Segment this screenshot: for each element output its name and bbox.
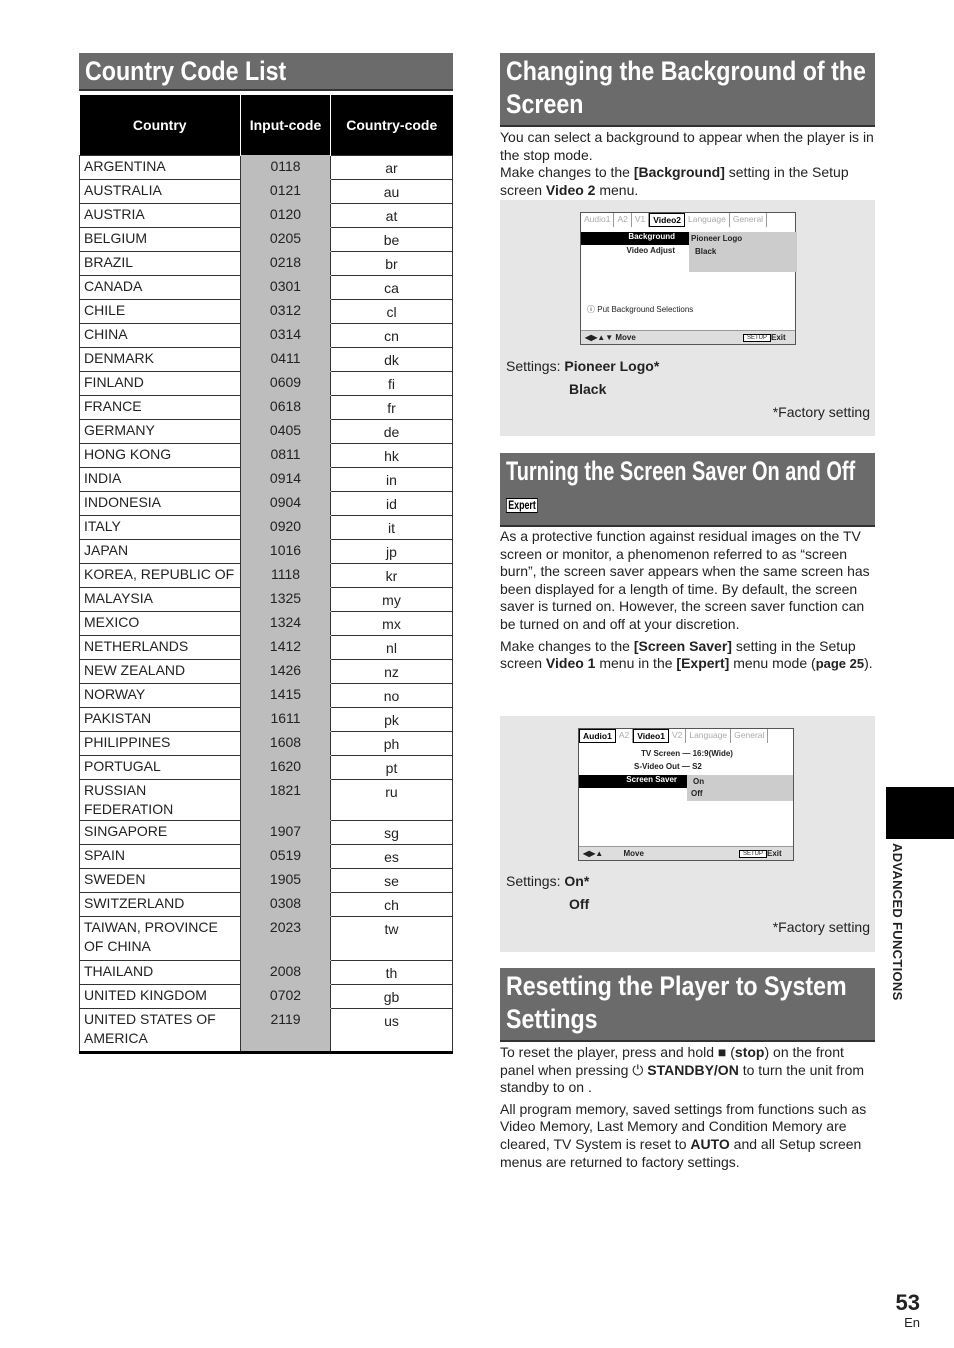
country-code-table (79, 95, 453, 1054)
osd-option-on: On (693, 777, 705, 786)
country-code-cell: es (331, 844, 453, 868)
input-code-cell: 0405 (241, 419, 331, 443)
country-cell: SPAIN (80, 844, 241, 868)
input-code-cell: 0519 (241, 844, 331, 868)
country-code-cell: ph (331, 731, 453, 755)
arrows-icon: ◀▶▲ (583, 849, 604, 858)
country-code-cell: ar (331, 155, 453, 179)
osd-move: ◀▶▲▼ Move (585, 333, 636, 342)
country-cell: PAKISTAN (80, 707, 241, 731)
country-code-cell: my (331, 587, 453, 611)
country-code-cell: be (331, 227, 453, 251)
screensaver-osd (578, 728, 794, 861)
country-code-cell: au (331, 179, 453, 203)
table-row (80, 659, 453, 683)
country-code-cell: cn (331, 323, 453, 347)
input-code-cell: 0411 (241, 347, 331, 371)
table-row (80, 611, 453, 635)
reset-text: To reset the player, press and hold ■ (stop) on the front panel when pressing ⏻ STANDBY/ON to turn the unit from standby to on . All program memory, saved settings from functions such as Video Memory, Last Memory and Condition Memory are cleared, TV System is reset to AUTO and all Setup screen menus are returned to factory settings. (500, 1044, 867, 1170)
table-row (80, 563, 453, 587)
input-code-cell: 0120 (241, 203, 331, 227)
osd-menu-tv-screen: TV Screen — 16:9(Wide) (641, 749, 733, 758)
background-heading: Changing the Background of the Screen (500, 53, 875, 127)
country-cell: INDONESIA (80, 491, 241, 515)
input-code-cell: 0308 (241, 892, 331, 916)
country-cell: ITALY (80, 515, 241, 539)
input-code-cell: 1325 (241, 587, 331, 611)
country-code-cell: sg (331, 820, 453, 844)
reset-heading: Resetting the Player to System Settings (500, 968, 875, 1042)
country-cell: SWITZERLAND (80, 892, 241, 916)
table-row (80, 515, 453, 539)
country-cell: AUSTRIA (80, 203, 241, 227)
table-row (80, 443, 453, 467)
sidebar-label: ADVANCED FUNCTIONS (890, 843, 905, 1001)
country-code-cell: br (331, 251, 453, 275)
table-row (80, 539, 453, 563)
input-code-cell: 0301 (241, 275, 331, 299)
table-row (80, 1008, 453, 1052)
input-code-cell: 0118 (241, 155, 331, 179)
table-row (80, 868, 453, 892)
table-row (80, 371, 453, 395)
country-code-cell: nl (331, 635, 453, 659)
country-cell: MEXICO (80, 611, 241, 635)
page-number: 53 (895, 1290, 920, 1315)
osd-exit: Exit (767, 849, 782, 858)
osd-setup-key: SETUP (743, 334, 771, 342)
country-code-cell: pt (331, 755, 453, 779)
country-code-cell: ru (331, 779, 453, 820)
info-icon: ⓘ (587, 305, 595, 314)
table-row (80, 916, 453, 960)
osd-tabs: Audio1 A2 V1 Video2 Language General (581, 213, 767, 227)
background-figure (500, 200, 875, 436)
country-code-cell: kr (331, 563, 453, 587)
col-country-code: Country-code (331, 95, 453, 155)
table-row (80, 755, 453, 779)
input-code-cell: 1608 (241, 731, 331, 755)
table-row (80, 960, 453, 984)
table-row (80, 844, 453, 868)
table-row (80, 227, 453, 251)
section-tab (886, 787, 954, 839)
country-cell: BRAZIL (80, 251, 241, 275)
osd-exit: Exit (771, 333, 786, 342)
country-code-cell: ch (331, 892, 453, 916)
input-code-cell: 1821 (241, 779, 331, 820)
country-cell: MALAYSIA (80, 587, 241, 611)
table-row (80, 779, 453, 820)
table-row (80, 275, 453, 299)
country-code-cell: no (331, 683, 453, 707)
country-cell: CANADA (80, 275, 241, 299)
input-code-cell: 1324 (241, 611, 331, 635)
country-cell: BELGIUM (80, 227, 241, 251)
input-code-cell: 1620 (241, 755, 331, 779)
screensaver-settings: Settings: On* Off *Factory setting (506, 873, 870, 935)
country-code-cell: dk (331, 347, 453, 371)
language-code: En (904, 1315, 920, 1330)
country-code-cell: pk (331, 707, 453, 731)
country-code-cell: jp (331, 539, 453, 563)
country-code-cell: cl (331, 299, 453, 323)
country-code-cell: hk (331, 443, 453, 467)
country-cell: JAPAN (80, 539, 241, 563)
input-code-cell: 0205 (241, 227, 331, 251)
country-cell: ARGENTINA (80, 155, 241, 179)
table-row (80, 892, 453, 916)
table-row (80, 820, 453, 844)
input-code-cell: 0314 (241, 323, 331, 347)
country-code-cell: id (331, 491, 453, 515)
country-code-cell: se (331, 868, 453, 892)
input-code-cell: 1118 (241, 563, 331, 587)
screensaver-figure (500, 716, 875, 952)
input-code-cell: 1412 (241, 635, 331, 659)
country-cell: FRANCE (80, 395, 241, 419)
table-row (80, 635, 453, 659)
input-code-cell: 0702 (241, 984, 331, 1008)
input-code-cell: 0920 (241, 515, 331, 539)
table-row (80, 707, 453, 731)
country-code-cell: gb (331, 984, 453, 1008)
country-code-cell: at (331, 203, 453, 227)
table-row (80, 491, 453, 515)
input-code-cell: 0914 (241, 467, 331, 491)
osd-option-logo: Pioneer Logo (691, 234, 743, 243)
table-row (80, 155, 453, 179)
input-code-cell: 0609 (241, 371, 331, 395)
table-row (80, 395, 453, 419)
expert-badge: Expert (506, 498, 538, 513)
input-code-cell: 1426 (241, 659, 331, 683)
input-code-cell: 0218 (241, 251, 331, 275)
osd-menu-background: Background (581, 232, 689, 245)
col-input-code: Input-code (241, 95, 331, 155)
osd-menu-video-adjust: Video Adjust (626, 246, 675, 255)
osd-info: ⓘ Put Background Selections (587, 305, 694, 314)
arrows-icon: ◀▶▲▼ (585, 333, 614, 342)
table-row (80, 203, 453, 227)
table-row (80, 587, 453, 611)
input-code-cell: 0121 (241, 179, 331, 203)
country-code-cell: nz (331, 659, 453, 683)
osd-menu-screen-saver: Screen Saver (579, 775, 687, 788)
country-cell: RUSSIAN FEDERATION (80, 779, 241, 820)
table-row (80, 419, 453, 443)
country-cell: NORWAY (80, 683, 241, 707)
table-row (80, 683, 453, 707)
country-cell: HONG KONG (80, 443, 241, 467)
input-code-cell: 1016 (241, 539, 331, 563)
osd-move: ◀▶▲ Move (583, 849, 644, 858)
country-code-cell: mx (331, 611, 453, 635)
country-code-cell: in (331, 467, 453, 491)
input-code-cell: 0312 (241, 299, 331, 323)
country-cell: INDIA (80, 467, 241, 491)
table-row (80, 467, 453, 491)
input-code-cell: 2008 (241, 960, 331, 984)
input-code-cell: 2023 (241, 916, 331, 960)
country-cell: FINLAND (80, 371, 241, 395)
background-settings: Settings: Pioneer Logo* Black *Factory setting (506, 358, 870, 420)
country-cell: CHILE (80, 299, 241, 323)
table-row (80, 984, 453, 1008)
country-code-cell: tw (331, 916, 453, 960)
country-code-cell: fr (331, 395, 453, 419)
osd-tabs: Audio1 A2 Video1 V2 Language General (579, 729, 768, 743)
country-cell: AUSTRALIA (80, 179, 241, 203)
input-code-cell: 1905 (241, 868, 331, 892)
country-code-heading: Country Code List (79, 53, 453, 91)
input-code-cell: 0904 (241, 491, 331, 515)
screensaver-text: As a protective function against residual images on the TV screen or monitor, a phenomenon referred to as “screen burn”, the screen saver appears when the same screen has been displayed for a length of time. By default, the screen saver is turned on. However, the screen saver function can be turned on and off at your discretion. Make changes to the [Screen Saver] setting in the Setup screen Video 1 menu in the [Expert] menu mode (page 25). (500, 528, 873, 672)
country-cell: NETHERLANDS (80, 635, 241, 659)
country-cell: SINGAPORE (80, 820, 241, 844)
country-code-cell: ca (331, 275, 453, 299)
osd-option-off: Off (691, 789, 703, 798)
country-cell: UNITED KINGDOM (80, 984, 241, 1008)
col-country: Country (80, 95, 241, 155)
table-row (80, 251, 453, 275)
table-row (80, 299, 453, 323)
country-cell: KOREA, REPUBLIC OF (80, 563, 241, 587)
table-row (80, 179, 453, 203)
country-code-cell: th (331, 960, 453, 984)
country-cell: CHINA (80, 323, 241, 347)
background-text: You can select a background to appear when the player is in the stop mode. Make changes to the [Background] setting in the Setup screen Video 2 menu. (500, 129, 874, 198)
country-code-cell: it (331, 515, 453, 539)
country-cell: PORTUGAL (80, 755, 241, 779)
country-cell: SWEDEN (80, 868, 241, 892)
input-code-cell: 0618 (241, 395, 331, 419)
country-cell: GERMANY (80, 419, 241, 443)
country-cell: PHILIPPINES (80, 731, 241, 755)
background-osd (580, 212, 796, 345)
input-code-cell: 1415 (241, 683, 331, 707)
osd-option-black: Black (695, 247, 717, 256)
country-cell: NEW ZEALAND (80, 659, 241, 683)
input-code-cell: 1611 (241, 707, 331, 731)
screensaver-heading: Turning the Screen Saver On and Off Expert (500, 453, 875, 527)
country-code-cell: fi (331, 371, 453, 395)
input-code-cell: 1907 (241, 820, 331, 844)
table-row (80, 731, 453, 755)
osd-menu-svideo: S-Video Out — S2 (634, 762, 702, 771)
input-code-cell: 2119 (241, 1008, 331, 1052)
country-code-cell: us (331, 1008, 453, 1052)
osd-setup-key: SETUP (739, 850, 767, 858)
table-row (80, 323, 453, 347)
table-row (80, 347, 453, 371)
country-cell: DENMARK (80, 347, 241, 371)
country-cell: TAIWAN, PROVINCE OF CHINA (80, 916, 241, 960)
input-code-cell: 0811 (241, 443, 331, 467)
country-cell: UNITED STATES OF AMERICA (80, 1008, 241, 1052)
country-code-cell: de (331, 419, 453, 443)
country-cell: THAILAND (80, 960, 241, 984)
